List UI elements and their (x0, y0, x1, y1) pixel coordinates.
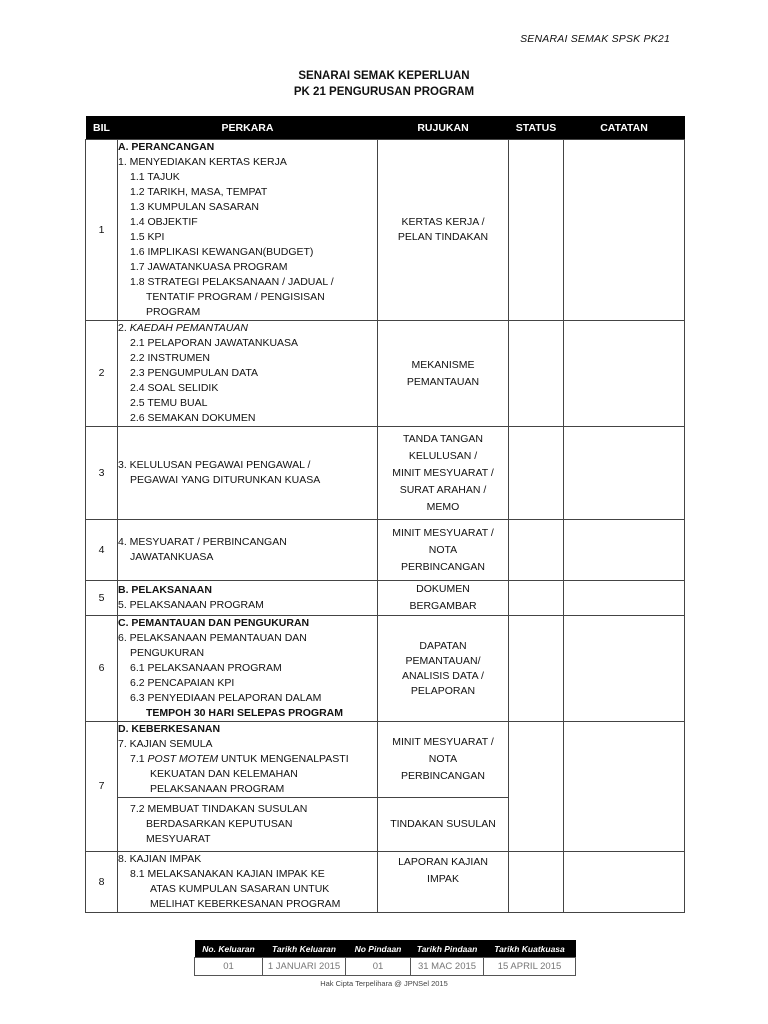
sub-item-continued: MESYUARAT (146, 833, 211, 845)
rujukan-line: PELAPORAN (410, 684, 476, 697)
table-row (86, 321, 685, 427)
rujukan-line: NOTA (428, 543, 458, 556)
rujukan-line: TANDA TANGAN (403, 432, 483, 445)
item-text-continued: PEGAWAI YANG DITURUNKAN KUASA (130, 474, 321, 486)
sub-item-continued: PELAKSANAAN PROGRAM (150, 783, 285, 795)
sub-item: 7.2 MEMBUAT TINDAKAN SUSULAN (130, 803, 308, 815)
sub-item: 1.8 STRATEGI PELAKSANAAN / JADUAL / (130, 276, 334, 288)
rujukan-line: SURAT ARAHAN / (399, 483, 487, 496)
rujukan-line: LAPORAN KAJIAN (398, 856, 488, 868)
sub-item: 1.5 KPI (130, 231, 165, 243)
sub-item (118, 752, 377, 767)
rujukan-cell (378, 321, 509, 427)
status-cell (509, 427, 564, 520)
sub-item: 8.1 MELAKSANAKAN KAJIAN IMPAK KE (130, 868, 325, 880)
sub-item: 2.3 PENGUMPULAN DATA (130, 367, 258, 379)
section-heading: D. KEBERKESANAN (118, 723, 221, 735)
checklist-table (85, 116, 685, 913)
rujukan-line: PEMANTAUAN (406, 375, 480, 388)
item-text: 1. MENYEDIAKAN KERTAS KERJA (118, 156, 287, 168)
revision-value-row (195, 958, 576, 976)
sub-item-continued: ATAS KUMPULAN SASARAN UNTUK (150, 883, 330, 895)
section-heading: C. PEMANTAUAN DAN PENGUKURAN (118, 617, 310, 629)
perkara-cell (118, 427, 378, 520)
status-cell (509, 520, 564, 581)
rujukan-cell (378, 581, 509, 616)
row-number: 1 (86, 140, 118, 321)
rujukan-line: MINIT MESYUARAT / (392, 466, 494, 479)
item-text (118, 321, 377, 336)
rujukan-line: DAPATAN (419, 639, 467, 652)
row-number: 2 (86, 321, 118, 427)
revision-value: 01 (195, 958, 263, 976)
document-code: SENARAI SEMAK SPSK PK21 (520, 33, 670, 45)
item-title: KAEDAH PEMANTAUAN (129, 322, 248, 334)
status-cell (509, 722, 564, 852)
sub-item-continued: PROGRAM (146, 306, 201, 318)
rujukan-line: MINIT MESYUARAT / (392, 526, 494, 539)
sub-item: 2.4 SOAL SELIDIK (130, 382, 219, 394)
table-row (86, 581, 685, 616)
table-row (86, 852, 685, 913)
section-heading: B. PELAKSANAAN (118, 584, 212, 596)
status-cell (509, 616, 564, 722)
item-text: 7. KAJIAN SEMULA (118, 738, 213, 750)
catatan-cell (564, 140, 685, 321)
section-heading: A. PERANCANGAN (118, 141, 215, 153)
row-number: 3 (86, 427, 118, 520)
revision-header: Tarikh Kuatkuasa (484, 940, 576, 958)
rujukan-line: KELULUSAN / (408, 449, 478, 462)
catatan-cell (564, 520, 685, 581)
sub-item-continued: BERDASARKAN KEPUTUSAN (146, 818, 293, 830)
revision-value: 15 APRIL 2015 (484, 958, 576, 976)
perkara-cell (118, 798, 378, 852)
sub-item: 6.1 PELAKSANAAN PROGRAM (130, 662, 282, 674)
revision-value: 01 (346, 958, 411, 976)
rujukan-line: TINDAKAN SUSULAN (390, 818, 496, 830)
catatan-cell (564, 852, 685, 913)
document-title: SENARAI SEMAK KEPERLUAN (298, 70, 470, 82)
copyright-notice: Hak Cipta Terpelihara @ JPNSel 2015 (320, 979, 448, 988)
rujukan-cell (378, 852, 509, 913)
rujukan-line: ANALISIS DATA / (402, 669, 484, 682)
rujukan-cell (378, 427, 509, 520)
rujukan-line: PERBINCANGAN (400, 770, 485, 782)
rujukan-line: IMPAK (427, 873, 459, 885)
revision-header: No Pindaan (346, 940, 411, 958)
rujukan-line: DOKUMEN (416, 583, 470, 595)
table-row (86, 427, 685, 520)
revision-header: No. Keluaran (195, 940, 263, 958)
status-cell (509, 321, 564, 427)
rujukan-cell (378, 722, 509, 798)
table-row (86, 520, 685, 581)
sub-item: 2.6 SEMAKAN DOKUMEN (130, 412, 256, 424)
table-row (86, 140, 685, 321)
revision-value: 31 MAC 2015 (411, 958, 484, 976)
rujukan-line: PERBINCANGAN (400, 560, 485, 573)
rujukan-line: KERTAS KERJA / (401, 216, 485, 228)
sub-item: 1.1 TAJUK (130, 171, 180, 183)
row-number: 6 (86, 616, 118, 722)
sub-item: 2.1 PELAPORAN JAWATANKUASA (130, 337, 299, 349)
sub-item: 1.4 OBJEKTIF (130, 216, 198, 228)
item-text-continued: JAWATANKUASA (130, 551, 214, 563)
rujukan-line: PELAN TINDAKAN (397, 231, 489, 243)
rujukan-cell (378, 616, 509, 722)
sub-item-continued: MELIHAT KEBERKESANAN PROGRAM (150, 898, 341, 910)
status-cell (509, 852, 564, 913)
perkara-cell (118, 520, 378, 581)
item-text: 5. PELAKSANAAN PROGRAM (118, 599, 264, 611)
catatan-cell (564, 581, 685, 616)
row-number: 5 (86, 581, 118, 616)
item-text: 6. PELAKSANAAN PEMANTAUAN DAN (118, 632, 307, 644)
rujukan-cell (378, 798, 509, 852)
rujukan-line: MINIT MESYUARAT / (392, 736, 494, 748)
document-subtitle: PK 21 PENGURUSAN PROGRAM (293, 86, 475, 98)
catatan-cell (564, 722, 685, 852)
sub-item: 1.2 TARIKH, MASA, TEMPAT (130, 186, 268, 198)
sub-item-italic: POST MOTEM (147, 753, 219, 765)
col-rujukan: RUJUKAN (378, 116, 509, 140)
sub-item-number: 7.1 (130, 753, 145, 765)
table-row (86, 722, 685, 798)
item-text: 4. MESYUARAT / PERBINCANGAN (118, 536, 287, 548)
perkara-cell (118, 616, 378, 722)
col-perkara: PERKARA (118, 116, 378, 140)
catatan-cell (564, 321, 685, 427)
perkara-cell (118, 852, 378, 913)
catatan-cell (564, 427, 685, 520)
sub-item-text: UNTUK MENGENALPASTI (221, 753, 349, 765)
row-number: 4 (86, 520, 118, 581)
col-bil: BIL (86, 116, 118, 140)
sub-item: 6.3 PENYEDIAAN PELAPORAN DALAM (130, 692, 322, 704)
row-number: 8 (86, 852, 118, 913)
col-catatan: CATATAN (564, 116, 685, 140)
rujukan-line: MEMO (426, 500, 460, 513)
sub-item: 2.5 TEMU BUAL (130, 397, 208, 409)
item-text-continued: PENGUKURAN (130, 647, 205, 659)
row-number: 7 (86, 722, 118, 852)
revision-header-row (195, 940, 576, 958)
perkara-cell (118, 581, 378, 616)
rujukan-line: MEKANISME (411, 358, 475, 371)
table-row (86, 616, 685, 722)
sub-item-continued: KEKUATAN DAN KELEMAHAN (150, 768, 298, 780)
perkara-cell (118, 140, 378, 321)
table-header (86, 116, 685, 140)
revision-header: Tarikh Keluaran (263, 940, 346, 958)
sub-item: 6.2 PENCAPAIAN KPI (130, 677, 235, 689)
status-cell (509, 581, 564, 616)
rujukan-cell (378, 140, 509, 321)
status-cell (509, 140, 564, 321)
rujukan-line: PEMANTAUAN/ (405, 654, 481, 667)
revision-value: 1 JANUARI 2015 (263, 958, 346, 976)
item-number: 2. (118, 322, 127, 334)
sub-item-continued: TEMPOH 30 HARI SELEPAS PROGRAM (146, 707, 343, 719)
rujukan-line: NOTA (428, 753, 458, 765)
sub-item: 1.3 KUMPULAN SASARAN (130, 201, 259, 213)
sub-item: 1.7 JAWATANKUASA PROGRAM (130, 261, 288, 273)
revision-table (194, 940, 576, 976)
item-text: 3. KELULUSAN PEGAWAI PENGAWAL / (118, 459, 311, 471)
rujukan-line: BERGAMBAR (409, 600, 477, 612)
item-text: 8. KAJIAN IMPAK (118, 853, 202, 865)
perkara-cell (118, 321, 378, 427)
revision-header: Tarikh Pindaan (411, 940, 484, 958)
sub-item-continued: TENTATIF PROGRAM / PENGISISAN (146, 291, 325, 303)
sub-item: 2.2 INSTRUMEN (130, 352, 210, 364)
catatan-cell (564, 616, 685, 722)
col-status: STATUS (509, 116, 564, 140)
sub-item: 1.6 IMPLIKASI KEWANGAN(BUDGET) (130, 246, 314, 258)
perkara-cell (118, 722, 378, 798)
rujukan-cell (378, 520, 509, 581)
